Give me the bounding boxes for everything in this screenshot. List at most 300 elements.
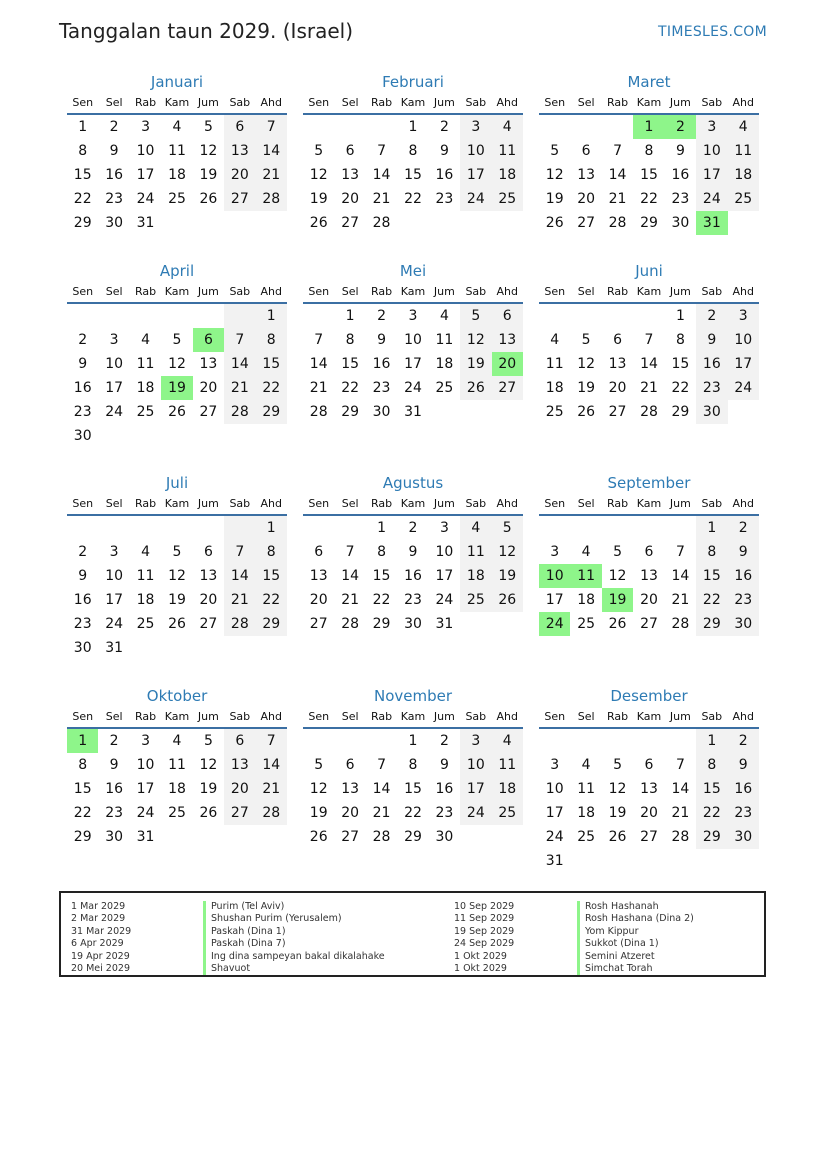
weekday-header <box>539 707 759 729</box>
day-cell: 22 <box>671 380 690 396</box>
day-cell: 26 <box>545 215 564 231</box>
weekday-label: Ahd <box>732 96 754 109</box>
weekday-label: Sab <box>701 497 723 510</box>
month-mei <box>303 260 523 424</box>
day-cell: 3 <box>460 115 491 139</box>
legend-holiday-name: Rosh Hashana (Dina 2) <box>577 913 694 925</box>
day-cell: 11 <box>492 139 523 163</box>
legend-holiday-name: Purim (Tel Aviv) <box>203 901 385 913</box>
empty-cell <box>460 825 491 849</box>
weekday-label: Kam <box>400 285 426 298</box>
day-cell: 17 <box>460 163 491 187</box>
day-cell: 20 <box>640 805 658 821</box>
day-cell: 12 <box>545 167 564 183</box>
day-cell: 24 <box>404 380 422 396</box>
weekday-label: Ahd <box>260 710 282 723</box>
weekday-label: Sab <box>465 96 487 109</box>
day-cell: 13 <box>608 356 627 372</box>
weekday-label: Sel <box>105 96 123 109</box>
weekday-header <box>539 282 759 304</box>
weekday-header <box>539 93 759 115</box>
legend-holiday-name: Ing dina sampeyan bakal dikalahake <box>203 951 385 963</box>
month-title: Januari <box>150 73 204 91</box>
day-cell: 3 <box>109 332 119 348</box>
day-cell: 27 <box>309 616 328 632</box>
month-januari <box>67 71 287 235</box>
day-cell: 9 <box>78 356 88 372</box>
day-cell: 13 <box>224 139 255 163</box>
day-cell: 27 <box>577 215 596 231</box>
legend-date: 20 Mei 2029 <box>71 962 130 974</box>
weekday-label: Jum <box>433 285 455 298</box>
weekday-label: Sen <box>72 285 94 298</box>
legend-date: 19 Apr 2029 <box>71 950 130 962</box>
legend-dates-right <box>454 901 514 975</box>
day-cell: 31 <box>136 215 155 231</box>
day-cell: 9 <box>439 143 449 159</box>
day-cell: 6 <box>644 757 654 773</box>
empty-cell <box>539 304 570 328</box>
day-cell: 3 <box>408 308 418 324</box>
day-cell: 29 <box>404 829 422 845</box>
weekday-label: Sen <box>72 710 94 723</box>
day-cell: 20 <box>608 380 627 396</box>
day-cell: 6 <box>203 544 213 560</box>
empty-cell <box>67 516 98 540</box>
weekday-label: Kam <box>400 710 426 723</box>
month-juli <box>67 472 287 660</box>
day-cell: 4 <box>172 119 182 135</box>
day-cell: 17 <box>728 352 759 376</box>
day-cell: 14 <box>256 753 287 777</box>
day-cell: 18 <box>136 380 155 396</box>
day-cell: 6 <box>314 544 324 560</box>
weekday-label: Rab <box>370 96 393 109</box>
day-cell: 16 <box>435 167 454 183</box>
day-cell: 18 <box>435 356 454 372</box>
day-cell: 25 <box>545 404 564 420</box>
weekday-label: Sen <box>544 285 566 298</box>
day-cell: 8 <box>675 332 685 348</box>
day-cell: 27 <box>341 215 360 231</box>
weekday-label: Kam <box>636 710 662 723</box>
day-cell: 22 <box>341 380 360 396</box>
day-cell: 14 <box>608 167 627 183</box>
day-cell: 18 <box>492 777 523 801</box>
legend-date: 1 Mar 2029 <box>71 901 126 912</box>
site-link[interactable]: TIMESLES.COM <box>658 24 767 40</box>
day-cell: 6 <box>492 304 523 328</box>
day-cell: 29 <box>256 612 287 636</box>
day-cell: 30 <box>728 825 759 849</box>
day-cell: 7 <box>314 332 324 348</box>
day-cell: 5 <box>492 516 523 540</box>
legend-date: 10 Sep 2029 <box>454 901 515 912</box>
legend-date: 19 Sep 2029 <box>454 925 515 937</box>
page-title: Tanggalan taun 2029. (Israel) <box>59 19 354 43</box>
empty-cell <box>67 304 98 328</box>
weekday-label: Jum <box>197 497 219 510</box>
day-cell: 13 <box>199 568 218 584</box>
weekday-label: Sel <box>341 285 359 298</box>
month-title: Juli <box>165 474 189 492</box>
day-cell: 24 <box>136 191 155 207</box>
day-grid <box>67 304 287 448</box>
day-cell: 3 <box>141 119 151 135</box>
day-cell: 6 <box>613 332 623 348</box>
day-cell: 25 <box>168 805 186 821</box>
empty-cell <box>130 636 161 660</box>
weekday-header <box>303 93 523 115</box>
day-cell: 21 <box>671 592 690 608</box>
day-cell: 19 <box>199 781 218 797</box>
day-cell: 7 <box>675 544 685 560</box>
day-cell: 24 <box>105 404 124 420</box>
day-cell: 19 <box>309 805 328 821</box>
day-cell: 15 <box>696 564 727 588</box>
day-cell: 27 <box>199 616 218 632</box>
weekday-label: Ahd <box>496 285 518 298</box>
day-cell: 12 <box>460 328 491 352</box>
day-cell: 9 <box>696 328 727 352</box>
day-cell: 9 <box>109 757 119 773</box>
day-cell: 10 <box>545 781 564 797</box>
weekday-label: Rab <box>134 710 157 723</box>
day-cell: 21 <box>372 191 391 207</box>
empty-cell <box>193 304 224 328</box>
day-cell: 22 <box>640 191 658 207</box>
weekday-label: Sen <box>72 497 94 510</box>
day-cell: 4 <box>141 332 151 348</box>
day-cell: 30 <box>105 215 124 231</box>
day-cell: 6 <box>224 115 255 139</box>
day-cell: 2 <box>665 115 696 139</box>
legend-date: 1 Okt 2029 <box>454 962 507 974</box>
day-cell: 1 <box>256 304 287 328</box>
legend-date: 6 Apr 2029 <box>71 938 124 950</box>
day-cell: 10 <box>105 568 124 584</box>
empty-cell <box>224 516 255 540</box>
month-title: Februari <box>382 73 444 91</box>
day-cell: 8 <box>644 143 654 159</box>
empty-cell <box>161 825 192 849</box>
day-cell: 16 <box>105 781 124 797</box>
day-cell: 13 <box>492 328 523 352</box>
day-cell: 11 <box>728 139 759 163</box>
weekday-label: Sen <box>308 96 330 109</box>
day-cell: 23 <box>728 588 759 612</box>
day-cell: 15 <box>404 781 422 797</box>
day-cell: 5 <box>581 332 591 348</box>
month-title: April <box>159 262 195 280</box>
day-cell: 13 <box>341 167 360 183</box>
day-cell: 17 <box>545 592 564 608</box>
day-cell: 17 <box>435 568 454 584</box>
day-cell: 10 <box>460 753 491 777</box>
day-cell: 21 <box>256 163 287 187</box>
day-cell: 17 <box>105 592 124 608</box>
month-title: Mei <box>399 262 427 280</box>
day-cell: 8 <box>345 332 355 348</box>
empty-cell <box>570 516 601 540</box>
day-cell: 23 <box>73 616 92 632</box>
legend-date: 1 Okt 2029 <box>454 950 507 962</box>
day-cell: 16 <box>728 777 759 801</box>
day-cell: 20 <box>224 777 255 801</box>
day-cell: 22 <box>73 191 92 207</box>
day-cell: 23 <box>372 380 391 396</box>
day-cell: 23 <box>435 805 454 821</box>
day-cell: 29 <box>256 400 287 424</box>
day-cell: 7 <box>675 757 685 773</box>
day-cell: 23 <box>105 191 124 207</box>
day-cell: 18 <box>577 805 596 821</box>
day-cell: 22 <box>73 805 92 821</box>
day-cell: 29 <box>372 616 391 632</box>
legend-holiday-name: Sukkot (Dina 1) <box>577 938 694 950</box>
empty-cell <box>256 636 287 660</box>
weekday-label: Jum <box>433 710 455 723</box>
day-cell: 28 <box>640 404 658 420</box>
day-cell: 10 <box>435 544 454 560</box>
empty-cell <box>633 729 664 753</box>
day-cell: 20 <box>640 592 658 608</box>
day-cell: 4 <box>728 115 759 139</box>
day-cell: 24 <box>435 592 454 608</box>
weekday-label: Rab <box>606 285 629 298</box>
day-cell: 26 <box>199 191 218 207</box>
day-cell: 14 <box>309 356 328 372</box>
weekday-label: Kam <box>164 96 190 109</box>
weekday-label: Kam <box>636 497 662 510</box>
day-cell: 8 <box>256 328 287 352</box>
empty-cell <box>492 825 523 849</box>
weekday-header <box>539 494 759 516</box>
day-cell: 29 <box>640 215 658 231</box>
day-cell: 6 <box>581 143 591 159</box>
day-cell: 25 <box>136 404 155 420</box>
empty-cell <box>570 849 601 873</box>
day-cell: 1 <box>675 308 685 324</box>
day-cell: 18 <box>168 167 186 183</box>
day-cell: 23 <box>435 191 454 207</box>
weekday-label: Sel <box>341 497 359 510</box>
day-cell: 9 <box>728 540 759 564</box>
day-cell: 8 <box>78 757 88 773</box>
day-cell: 7 <box>256 115 287 139</box>
empty-cell <box>665 729 696 753</box>
empty-cell <box>728 400 759 424</box>
day-cell: 10 <box>728 328 759 352</box>
weekday-label: Sab <box>701 710 723 723</box>
day-cell: 27 <box>199 404 218 420</box>
day-cell: 20 <box>341 805 360 821</box>
day-cell: 10 <box>105 356 124 372</box>
day-cell: 21 <box>309 380 328 396</box>
day-cell: 5 <box>460 304 491 328</box>
weekday-label: Sab <box>229 285 251 298</box>
day-cell: 3 <box>439 520 449 536</box>
day-grid <box>539 516 759 636</box>
day-cell: 16 <box>435 781 454 797</box>
weekday-label: Jum <box>433 96 455 109</box>
weekday-label: Jum <box>197 710 219 723</box>
day-cell: 2 <box>696 304 727 328</box>
empty-cell <box>492 612 523 636</box>
weekday-label: Rab <box>606 710 629 723</box>
weekday-label: Sel <box>341 710 359 723</box>
day-cell: 31 <box>696 211 727 235</box>
day-cell: 19 <box>492 564 523 588</box>
empty-cell <box>303 304 334 328</box>
empty-cell <box>130 424 161 448</box>
weekday-label: Sel <box>105 285 123 298</box>
day-cell: 25 <box>460 588 491 612</box>
day-cell: 13 <box>577 167 596 183</box>
weekday-label: Rab <box>370 710 393 723</box>
legend-holiday-name: Semini Atzeret <box>577 951 694 963</box>
day-cell: 31 <box>105 640 124 656</box>
day-cell: 4 <box>172 733 182 749</box>
day-cell: 5 <box>613 757 623 773</box>
empty-cell <box>492 211 523 235</box>
day-cell: 1 <box>377 520 387 536</box>
day-cell: 30 <box>73 640 92 656</box>
day-cell: 26 <box>309 829 328 845</box>
empty-cell <box>728 211 759 235</box>
day-cell: 21 <box>224 376 255 400</box>
day-cell: 16 <box>404 568 422 584</box>
day-cell: 15 <box>256 352 287 376</box>
weekday-label: Sen <box>544 497 566 510</box>
empty-cell <box>602 516 633 540</box>
day-cell: 19 <box>545 191 564 207</box>
day-cell: 2 <box>78 544 88 560</box>
day-cell: 19 <box>168 592 186 608</box>
weekday-label: Sab <box>465 710 487 723</box>
day-grid <box>539 115 759 235</box>
day-cell: 11 <box>435 332 454 348</box>
legend-date: 24 Sep 2029 <box>454 938 515 950</box>
day-cell: 13 <box>309 568 328 584</box>
empty-cell <box>161 424 192 448</box>
day-cell: 4 <box>550 332 560 348</box>
weekday-label: Ahd <box>732 710 754 723</box>
day-cell: 28 <box>372 215 391 231</box>
day-cell: 30 <box>372 404 391 420</box>
day-cell: 10 <box>404 332 422 348</box>
day-cell: 15 <box>256 564 287 588</box>
weekday-label: Kam <box>164 285 190 298</box>
day-cell: 17 <box>460 777 491 801</box>
day-cell: 25 <box>168 191 186 207</box>
day-cell: 3 <box>696 115 727 139</box>
weekday-label: Sen <box>544 710 566 723</box>
day-cell: 28 <box>256 187 287 211</box>
day-cell: 28 <box>372 829 391 845</box>
weekday-label: Sab <box>229 497 251 510</box>
day-cell: 13 <box>224 753 255 777</box>
day-cell: 1 <box>67 729 98 753</box>
day-cell: 7 <box>345 544 355 560</box>
day-cell: 16 <box>696 352 727 376</box>
day-cell: 8 <box>696 753 727 777</box>
day-cell: 17 <box>105 380 124 396</box>
day-cell: 28 <box>608 215 627 231</box>
day-grid <box>67 516 287 660</box>
day-cell: 14 <box>224 352 255 376</box>
month-februari <box>303 71 523 235</box>
weekday-label: Sel <box>577 96 595 109</box>
empty-cell <box>193 424 224 448</box>
day-cell: 21 <box>671 805 690 821</box>
day-cell: 18 <box>168 781 186 797</box>
empty-cell <box>492 400 523 424</box>
empty-cell <box>602 849 633 873</box>
day-cell: 12 <box>492 540 523 564</box>
day-cell: 11 <box>460 540 491 564</box>
day-cell: 19 <box>460 352 491 376</box>
weekday-label: Sab <box>701 96 723 109</box>
empty-cell <box>460 612 491 636</box>
day-cell: 27 <box>341 829 360 845</box>
day-cell: 11 <box>492 753 523 777</box>
day-cell: 14 <box>640 356 658 372</box>
weekday-label: Ahd <box>496 710 518 723</box>
day-cell: 29 <box>696 825 727 849</box>
day-cell: 28 <box>224 612 255 636</box>
day-cell: 10 <box>696 139 727 163</box>
weekday-label: Jum <box>197 285 219 298</box>
day-cell: 15 <box>73 781 92 797</box>
empty-cell <box>161 636 192 660</box>
day-cell: 25 <box>136 616 155 632</box>
empty-cell <box>602 729 633 753</box>
weekday-label: Rab <box>134 285 157 298</box>
day-cell: 11 <box>570 564 601 588</box>
legend-names-right <box>577 901 694 975</box>
day-cell: 21 <box>224 588 255 612</box>
empty-cell <box>570 729 601 753</box>
day-cell: 27 <box>224 187 255 211</box>
weekday-label: Sel <box>577 710 595 723</box>
day-cell: 14 <box>341 568 360 584</box>
day-cell: 29 <box>341 404 360 420</box>
empty-cell <box>696 849 727 873</box>
day-cell: 8 <box>696 540 727 564</box>
day-cell: 26 <box>309 215 328 231</box>
day-cell: 22 <box>256 588 287 612</box>
day-cell: 2 <box>439 733 449 749</box>
day-cell: 8 <box>408 143 418 159</box>
weekday-header <box>67 494 287 516</box>
empty-cell <box>256 825 287 849</box>
day-cell: 26 <box>168 404 186 420</box>
day-cell: 6 <box>644 544 654 560</box>
weekday-header <box>67 707 287 729</box>
day-cell: 28 <box>671 616 690 632</box>
day-cell: 16 <box>728 564 759 588</box>
legend-holiday-name: Shavuot <box>203 963 385 975</box>
weekday-label: Sel <box>105 710 123 723</box>
empty-cell <box>98 516 129 540</box>
day-cell: 15 <box>640 167 658 183</box>
day-cell: 28 <box>256 801 287 825</box>
day-cell: 1 <box>408 733 418 749</box>
weekday-label: Sel <box>341 96 359 109</box>
legend-holiday-name: Paskah (Dina 7) <box>203 938 385 950</box>
legend-holiday-name: Paskah (Dina 1) <box>203 926 385 938</box>
